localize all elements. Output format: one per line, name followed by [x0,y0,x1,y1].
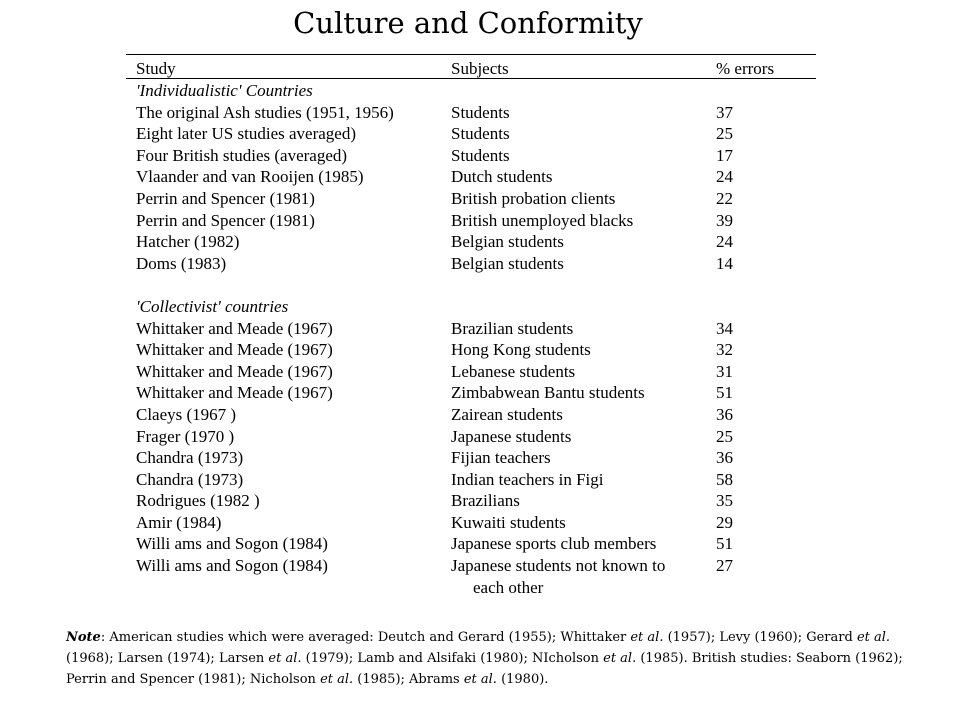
table-header-row [126,58,816,80]
cell-errors: 32 [716,340,733,360]
table-row [126,404,816,426]
header-study: Study [136,59,176,78]
cell-errors: 35 [716,491,733,511]
cell-subjects: Fijian teachers [451,448,551,468]
note-label: Note [66,630,101,645]
table-row [126,555,816,577]
cell-subjects: British unemployed blacks [451,210,634,230]
table-row [126,490,816,512]
cell-subjects-continuation [126,577,816,599]
cell-subjects: Students [451,102,510,122]
cell-subjects: British probation clients [451,188,616,208]
cell-study: Willi ams and Sogon (1984) [136,534,328,554]
cell-errors: 25 [716,426,733,446]
cell-study: Willi ams and Sogon (1984) [136,556,328,576]
table-row [126,166,816,188]
table-top-rule [126,54,816,55]
cell-subjects: Japanese students [451,426,572,446]
cell-errors: 39 [716,210,733,230]
note-text: (1957); Levy (1960); Gerard [663,630,857,645]
cell-subjects: Belgian students [451,253,564,273]
note-text: (1980). [496,672,549,687]
note-text: et al. [630,630,664,645]
cell-subjects: Belgian students [451,232,564,252]
note-text: et al. [320,672,354,687]
cell-subjects-continuation-text: each other [473,577,544,597]
cell-errors: 22 [716,188,733,208]
cell-subjects: Hong Kong students [451,340,591,360]
cell-errors: 36 [716,448,733,468]
cell-errors: 29 [716,512,733,532]
cell-study: Eight later US studies averaged) [136,124,356,144]
cell-subjects: Japanese sports club members [451,534,657,554]
cell-errors: 24 [716,167,733,187]
cell-subjects: Students [451,145,510,165]
table-row [126,361,816,383]
table-row [126,210,816,232]
cell-errors: 36 [716,404,733,424]
cell-study: Doms (1983) [136,253,227,273]
table-row [126,512,816,534]
table-row [126,123,816,145]
cell-study: Whittaker and Meade (1967) [136,318,333,338]
cell-errors: 27 [716,556,733,576]
note-text: (1979); Lamb and Alsifaki (1980); NIcholson [301,651,604,666]
cell-study: Perrin and Spencer (1981) [136,188,315,208]
table-row [126,318,816,340]
cell-subjects: Brazilians [451,491,520,511]
note-text: : American studies which were averaged: Deutch and Gerard (1955); Whittaker [100,630,631,645]
cell-study: Chandra (1973) [136,469,244,489]
cell-study: Perrin and Spencer (1981) [136,210,315,230]
cell-errors: 25 [716,124,733,144]
cell-errors: 17 [716,145,733,165]
cell-study: Hatcher (1982) [136,232,240,252]
cell-study: Four British studies (averaged) [136,145,348,165]
group-spacer [126,274,816,296]
table-row [126,231,816,253]
cell-study: Whittaker and Meade (1967) [136,340,333,360]
table-row [126,447,816,469]
cell-subjects: Japanese students not known to [451,556,666,576]
table-row [126,253,816,275]
header-subjects: Subjects [451,59,509,78]
table-row [126,102,816,124]
cell-study: Whittaker and Meade (1967) [136,383,333,403]
cell-subjects: Zimbabwean Bantu students [451,383,645,403]
cell-errors: 24 [716,232,733,252]
cell-errors: 31 [716,361,733,381]
group-heading: 'Individualistic' Countries [136,81,313,100]
cell-study: Chandra (1973) [136,448,244,468]
cell-subjects: Brazilian students [451,318,574,338]
cell-study: Whittaker and Meade (1967) [136,361,333,381]
cell-study: Frager (1970 ) [136,426,235,446]
cell-errors: 34 [716,318,733,338]
header-errors: % errors [716,59,775,78]
note-text: et al. [856,630,891,645]
cell-subjects: Dutch students [451,167,553,187]
cell-subjects: Zairean students [451,404,563,424]
cell-errors: 37 [716,102,733,122]
table-body [126,80,816,598]
table-row [126,469,816,491]
table-row [126,188,816,210]
note-text: (1985). British studies: Seaborn (1962); Perrin and Spencer (1981); Nicholson [66,651,903,687]
cell-study: Vlaander and van Rooijen (1985) [136,167,364,187]
footnote [66,627,926,690]
cell-errors: 51 [716,534,733,554]
note-text: et al. [463,672,497,687]
note-text: (1985); Abrams [353,672,464,687]
table-row [126,533,816,555]
table-row [126,145,816,167]
cell-study: Amir (1984) [136,512,222,532]
cell-study: The original Ash studies (1951, 1956) [136,102,394,122]
page-title: Culture and Conformity [293,6,643,40]
table-row [126,339,816,361]
note-text: (1968); Larsen (1974); Larsen [66,651,269,666]
table-row [126,426,816,448]
cell-errors: 51 [716,383,733,403]
group-heading: 'Collectivist' countries [136,296,289,316]
table-header-rule [126,78,816,79]
cell-errors: 58 [716,469,733,489]
cell-study: Claeys (1967 ) [136,404,237,424]
cell-errors: 14 [716,253,733,273]
note-text: et al. [603,651,637,666]
cell-study: Rodrigues (1982 ) [136,491,260,511]
cell-subjects: Students [451,124,510,144]
cell-subjects: Kuwaiti students [451,512,566,532]
note-text: et al. [268,651,302,666]
cell-subjects: Indian teachers in Figi [451,469,604,489]
cell-subjects: Lebanese students [451,361,576,381]
table-row [126,382,816,404]
